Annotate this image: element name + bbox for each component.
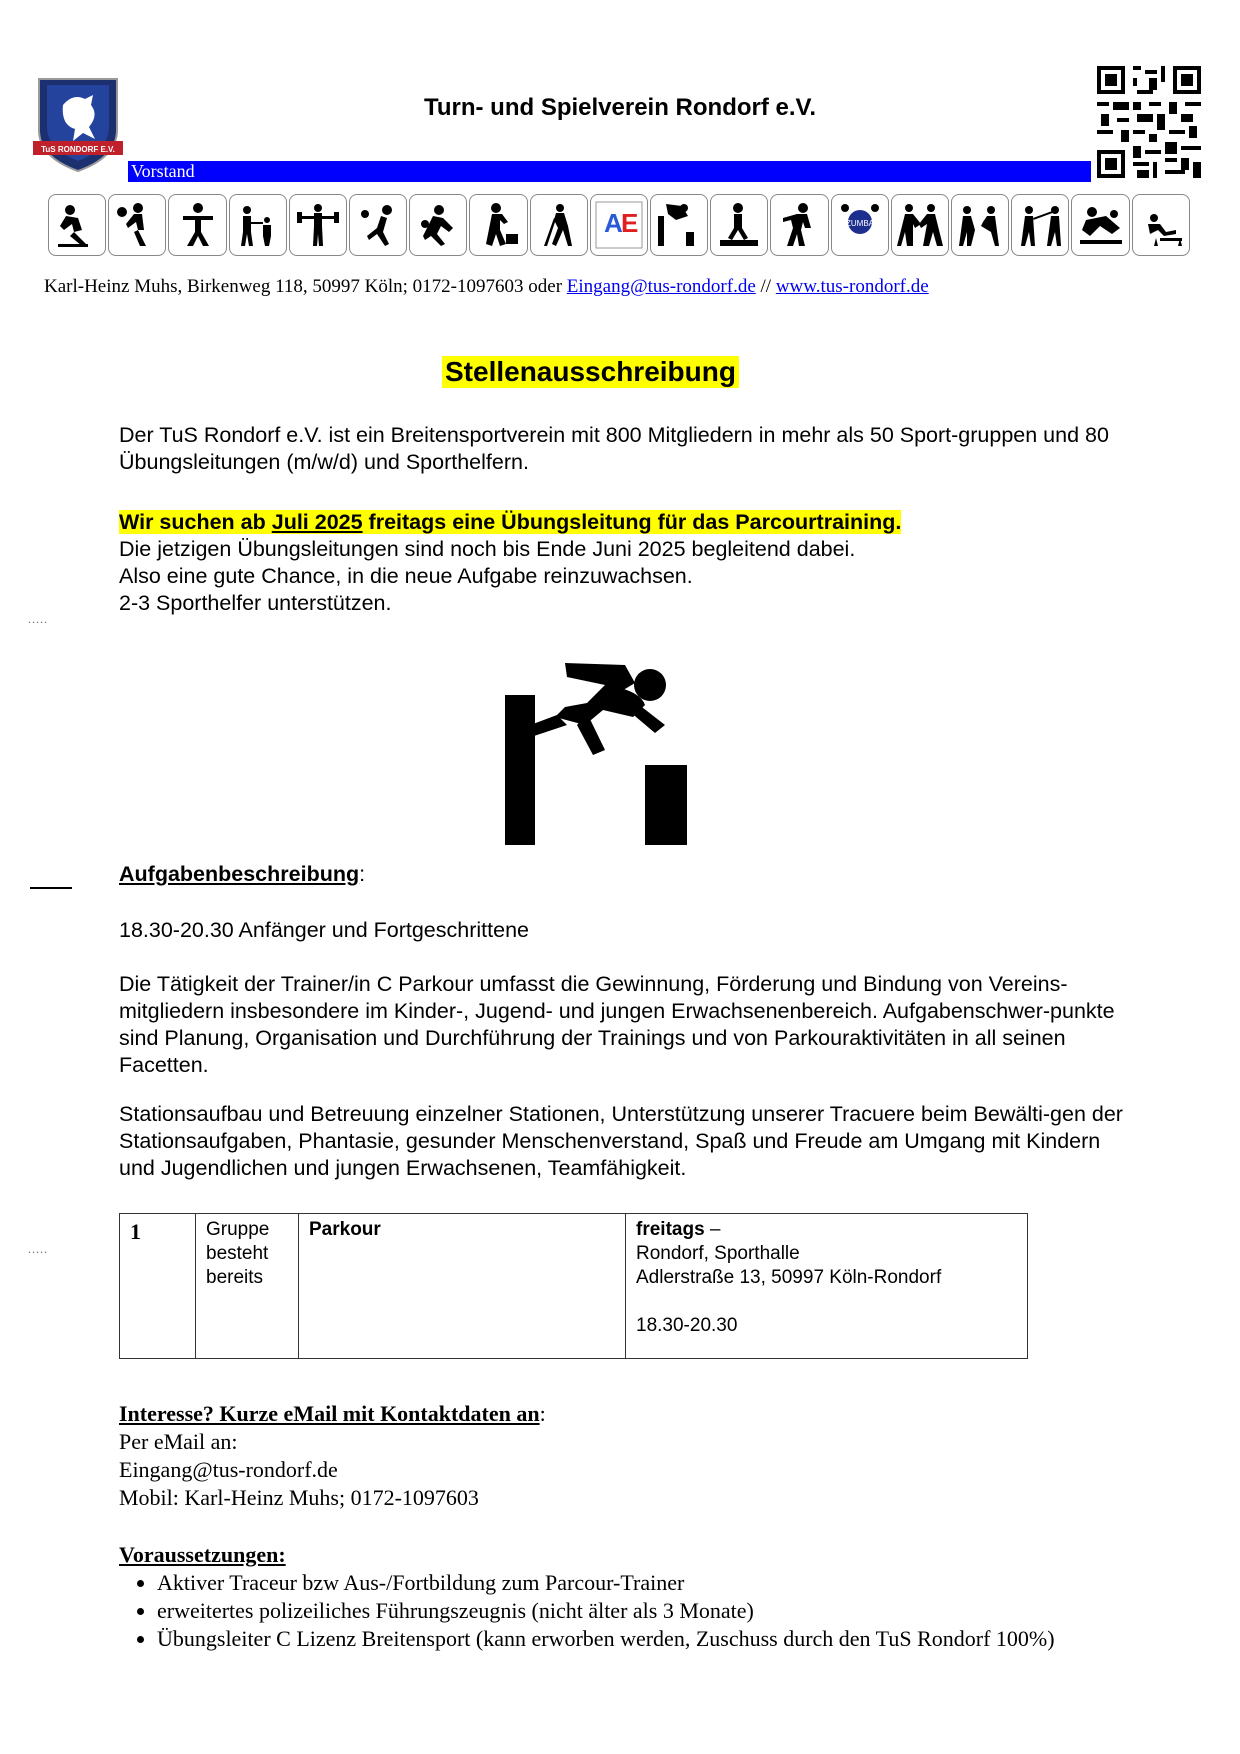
parkour-jump-icon — [505, 655, 705, 845]
search-block — [119, 509, 901, 617]
contact-address: Karl-Heinz Muhs, Birkenweg 118, 50997 Köln; 0172-1097603 oder — [44, 276, 567, 297]
family-sport-icon — [229, 194, 287, 256]
requirements-heading: Voraussetzungen: — [119, 1542, 286, 1567]
contact-separator: // — [755, 276, 776, 297]
sport-icon-strip — [48, 194, 1192, 258]
job-title: Stellenausschreibung — [442, 356, 739, 388]
list-item: • erweitertes polizeiliches Führungszeugnis (nicht älter als 3 Monate) — [157, 1597, 1139, 1625]
search-line-2: Die jetzigen Übungsleitungen sind noch bis Ende Juni 2025 begleitend dabei. — [119, 537, 856, 561]
interest-email: Eingang@tus-rondorf.de — [119, 1457, 338, 1482]
kickboxing-icon — [951, 194, 1009, 256]
table-cell-schedule: freitags – Rondorf, Sporthalle Adlerstraße 13, 50997 Köln-Rondorf 18.30-20.30 — [636, 1219, 942, 1336]
table-tennis-icon — [1132, 194, 1190, 256]
svg-text:ZUMBA: ZUMBA — [845, 219, 874, 228]
self-defense-icon — [891, 194, 949, 256]
contact-email-link[interactable]: Eingang@tus-rondorf.de — [566, 276, 756, 297]
club-name: Turn- und Spielverein Rondorf e.V. — [423, 94, 817, 121]
margin-dots: ..... — [28, 1242, 48, 1256]
search-headline: Wir suchen ab Juli 2025 freitags eine Übungsleitung für das Parcourtraining. — [119, 510, 902, 534]
parkour-icon — [650, 194, 708, 256]
list-item: • Aktiver Traceur bzw Aus-/Fortbildung zum Parcour-Trainer — [157, 1569, 1139, 1597]
badminton-icon — [409, 194, 467, 256]
email-label: Per eMail an: — [119, 1429, 238, 1454]
fencing-icon — [1011, 194, 1069, 256]
search-line-4: 2-3 Sporthelfer unterstützen. — [119, 591, 392, 615]
basketball-icon — [108, 194, 166, 256]
zumba-icon — [831, 194, 889, 256]
nordic-walking-icon — [530, 194, 588, 256]
judo-icon — [1071, 194, 1129, 256]
table-cell-sport: Parkour — [299, 1214, 626, 1358]
inline-hockey-icon — [48, 194, 106, 256]
tasks-heading: Aufgabenbeschreibung: — [119, 862, 366, 886]
svg-text:A: A — [603, 208, 623, 238]
contact-line — [44, 276, 929, 298]
weightlifting-icon — [289, 194, 347, 256]
volleyball-icon — [349, 194, 407, 256]
requirements-section — [119, 1541, 1139, 1653]
interest-mobile: Mobil: Karl-Heinz Muhs; 0172-1097603 — [119, 1485, 479, 1510]
interest-section: Interesse? Kurze eMail mit Kontaktdaten an: Per eMail an: Eingang@tus-rondorf.de Mobil: Karl-Heinz Muhs; 0172-1097603 — [119, 1401, 546, 1510]
website-link[interactable]: www.tus-rondorf.de — [775, 276, 929, 297]
gymnastics-icon — [168, 194, 226, 256]
club-logo — [33, 75, 123, 175]
table-cell-status: Gruppe besteht bereits — [196, 1214, 299, 1358]
logo-text: TuS RONDORF E.V. — [41, 145, 115, 154]
margin-dash — [30, 887, 72, 889]
requirements-list — [119, 1569, 1139, 1653]
ae-logo-icon — [590, 194, 648, 256]
qr-code-icon — [1097, 66, 1201, 178]
task-description-2: Stationsaufbau und Betreuung einzelner Stationen, Unterstützung unserer Tracuere beim Bewälti-gen der Stationsaufgaben, Phantasie, gesunder Menschenverstand, Spaß und Freude am Umgang mit Kindern und Jugendlichen und jungen Erwachsenen, Teamfähigkeit. — [119, 1102, 1123, 1180]
table-cell-number: 1 — [120, 1214, 196, 1358]
trampoline-icon — [710, 194, 768, 256]
department-label: Vorstand — [131, 161, 195, 181]
margin-dots: ..... — [28, 612, 48, 626]
list-item: • Übungsleiter C Lizenz Breitensport (kann erworben werden, Zuschuss durch den TuS Rondorf 100%) — [157, 1625, 1139, 1653]
header-bar — [128, 161, 1091, 182]
training-times: 18.30-20.30 Anfänger und Fortgeschrittene — [119, 918, 529, 942]
start-date: Juli 2025 — [271, 510, 363, 534]
svg-text:E: E — [620, 208, 639, 238]
intro-text: Der TuS Rondorf e.V. ist ein Breitensportverein mit 800 Mitgliedern in mehr als 50 Sport-gruppen und 80 Übungsleitungen (m/w/d) und Sporthelfern. — [119, 423, 1109, 474]
task-description-1: Die Tätigkeit der Trainer/in C Parkour umfasst die Gewinnung, Förderung und Bindung von Vereins-mitgliedern insbesondere im Kinder-, Jugend- und jungen Erwachsenenbereich. Aufgabenschwer-punkte sind Planung, Organisation und Durchführung der Trainings und von Parkouraktivitäten in all seinen Facetten. — [119, 972, 1115, 1077]
interest-heading: Interesse? Kurze eMail mit Kontaktdaten an — [119, 1401, 540, 1426]
search-line-3: Also eine gute Chance, in die neue Aufgabe reinzuwachsen. — [119, 564, 693, 588]
group-table — [119, 1213, 1028, 1359]
karate-icon — [770, 194, 828, 256]
dance-icon — [469, 194, 527, 256]
